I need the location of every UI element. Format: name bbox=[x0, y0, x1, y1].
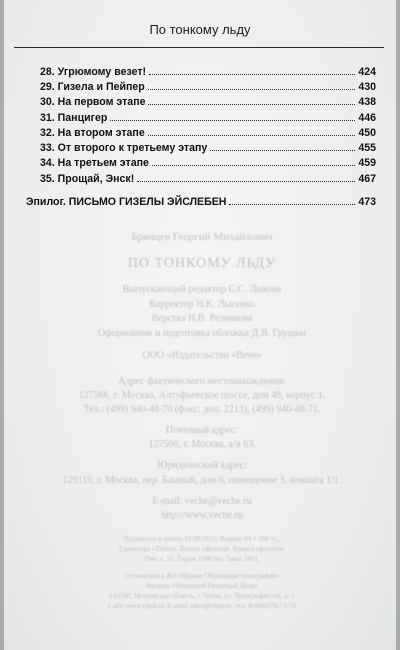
dot-leader bbox=[148, 135, 356, 136]
imprint-line: 129110, г. Москва, пер. Банный, дом 6, помещение 3, комната 1/1. bbox=[62, 475, 342, 486]
toc-entry bbox=[40, 153, 376, 169]
imprint-small-line: 142300, Московская область, г. Чехов, ул. Полиграфистов, д. 1 bbox=[109, 592, 295, 600]
toc-entry-title: 29. Гизела и Пейпер bbox=[40, 81, 145, 93]
imprint-line: http://www.veche.ru bbox=[161, 510, 243, 521]
toc-entry bbox=[40, 108, 376, 124]
imprint-line: Оформление и подготовка обложки Д.В. Грушин bbox=[98, 328, 306, 339]
toc-entry bbox=[40, 123, 376, 139]
toc-entry-page: 459 bbox=[358, 157, 376, 169]
toc-entry-title: 33. От второго к третьему этапу bbox=[40, 142, 208, 154]
toc-entry bbox=[40, 77, 376, 93]
dot-leader bbox=[149, 74, 355, 75]
imprint-small-line: Гарнитура «Times». Печать офсетная. Бумага офсетная. bbox=[119, 545, 285, 553]
imprint-line: E-mail: veche@veche.ru bbox=[152, 496, 252, 507]
imprint-small-line: Сайт: www.chpd.ru, E-mail: sales@chpd.ru, тел. 8(499)270-73-59 bbox=[108, 602, 296, 610]
dot-leader bbox=[148, 89, 356, 90]
toc-entry-title: 32. На втором этапе bbox=[40, 127, 145, 139]
toc-entry-page: 438 bbox=[358, 96, 376, 108]
toc-epilogue-page: 473 bbox=[358, 196, 376, 208]
imprint-small-line: Филиал «Чеховский Печатный Двор» bbox=[146, 582, 258, 590]
imprint-line: Тел.: (499) 940-48-70 (факс: доп. 2213), (499) 940-48-71. bbox=[83, 404, 321, 415]
toc-entry-title: 28. Угрюмому везет! bbox=[40, 66, 147, 78]
imprint-line: Юридический адрес: bbox=[157, 460, 247, 471]
imprint-line: Верстка Н.В. Резникова bbox=[151, 313, 253, 324]
imprint-small-line: Подписано в печать 01.08.2016. Формат 84 × 108 ⅓₂. bbox=[123, 535, 281, 543]
imprint-author: Брянцев Георгий Михайлович bbox=[131, 231, 273, 243]
imprint-line: Почтовый адрес: bbox=[166, 425, 238, 436]
toc-entry-page: 455 bbox=[358, 142, 376, 154]
dot-leader bbox=[137, 181, 355, 182]
imprint-book-title: ПО ТОНКОМУ ЛЬДУ bbox=[127, 256, 277, 271]
toc-entry bbox=[40, 138, 376, 154]
toc-entry-page: 446 bbox=[358, 112, 376, 124]
toc-entry-title: 31. Панцигер bbox=[40, 112, 108, 124]
toc-entry-page: 424 bbox=[358, 66, 376, 78]
dot-leader bbox=[210, 150, 355, 151]
header-rule bbox=[14, 47, 384, 48]
dot-leader bbox=[110, 120, 355, 121]
imprint-small-line: Печ. л. 15. Тираж 1500 экз. Заказ 1851. bbox=[144, 555, 260, 563]
book-page bbox=[4, 0, 396, 650]
dot-leader bbox=[152, 165, 355, 166]
toc-entry-page: 430 bbox=[358, 81, 376, 93]
toc-entry-page: 467 bbox=[358, 173, 376, 185]
toc-epilogue bbox=[26, 192, 376, 208]
imprint-line: Корректор Н.К. Лысенко bbox=[149, 299, 255, 310]
running-header: По тонкому льду bbox=[149, 22, 251, 37]
toc-entry-title: 34. На третьем этапе bbox=[40, 157, 149, 169]
dot-leader bbox=[229, 204, 355, 205]
toc-entry-title: 30. На первом этапе bbox=[40, 96, 146, 108]
toc-entry bbox=[40, 92, 376, 108]
imprint-line: 127566, г. Москва, Алтуфьевское шоссе, дом 48, корпус 1. bbox=[78, 390, 326, 401]
toc-entry bbox=[40, 169, 376, 185]
dot-leader bbox=[148, 104, 355, 105]
imprint-line: Выпускающий редактор С.С. Лыкова bbox=[122, 284, 282, 295]
imprint-line: Адрес фактического местонахождения: bbox=[118, 376, 286, 387]
imprint-line: ООО «Издательство «Вече» bbox=[142, 350, 262, 361]
imprint-line: 127566, г. Москва, а/я 63. bbox=[148, 439, 256, 450]
toc-entry-title: 35. Прощай, Энск! bbox=[40, 173, 135, 185]
toc-entry bbox=[40, 62, 376, 78]
imprint-small-line: Отпечатано в АО «Первая Образцовая типография» bbox=[124, 572, 280, 580]
toc-epilogue-title: Эпилог. ПИСЬМО ГИЗЕЛЫ ЭЙСЛЕБЕН bbox=[26, 196, 227, 208]
toc-entry-page: 450 bbox=[358, 127, 376, 139]
